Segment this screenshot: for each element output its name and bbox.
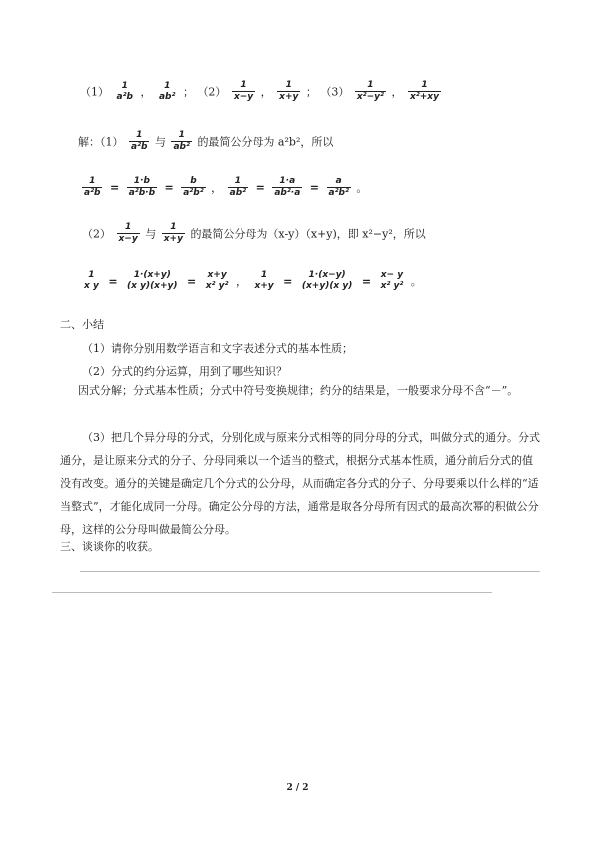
separator: ， xyxy=(391,85,403,99)
fraction-2b: $\frac{1}{x+y}$ xyxy=(279,80,299,102)
fraction: $\frac{1\cdot a}{\text{ab²·a}}$ xyxy=(274,176,301,198)
equals-sign: = xyxy=(187,274,197,288)
fraction-1a: 1 a²b xyxy=(116,80,133,102)
fraction: $\frac{1}{x-y}$ xyxy=(118,222,138,244)
solution-2-line xyxy=(82,222,426,245)
solution-1-equations xyxy=(80,176,367,199)
fraction: $\frac{b}{\text{a²b²}}$ xyxy=(183,176,204,198)
fraction: 1 x y xyxy=(84,270,99,291)
summary-question-3: （3）把几个异分母的分式，分别化成与原来分式相等的同分母的分式，叫做分式的通分。分式通分，是让原来分式的分子、分母同乘以一个适当的整式，根据分式基本性质，通分前后分式的值没有改变。通分的关键是确定几个分式的公分母，从而确定各分式的分子、分母要乘以什么样的“适当整式”，才能化成同一分母。确定公分母的方法，通常是取各分母所有因式的最高次幂的积做公分母，这样的公分母叫做最简公分母。 xyxy=(60,431,540,536)
separator: ； xyxy=(305,85,317,99)
problem-line xyxy=(80,80,443,103)
answer-line xyxy=(80,571,540,572)
summary-answer-2: 因式分解；分式基本性质；分式中符号变换规律；约分的结果是，一般要求分母不含“－”。 xyxy=(78,384,519,397)
fraction: 1·(x+y) (x y)(x+y) xyxy=(127,270,178,291)
fraction: x− y x² y² xyxy=(380,270,404,291)
separator: ， xyxy=(235,275,247,288)
equals-sign: = xyxy=(164,181,174,194)
fraction: $\frac{a}{\text{a²b²}}$ xyxy=(328,176,349,198)
summary-question-2: （2）分式的约分运算，用到了哪些知识？ xyxy=(82,365,287,378)
separator: ， xyxy=(260,85,272,99)
solution-text: 的最简公分母为 a²b²，所以 xyxy=(197,135,334,149)
fraction-3a: $\frac{1}{\text{x²−y²}}$ xyxy=(356,80,384,102)
equals-sign: = xyxy=(309,181,319,194)
fraction: $\frac{1}{\text{ab²}}$ xyxy=(229,176,247,198)
problem-label-3: （3） xyxy=(320,85,350,99)
equals-sign: = xyxy=(361,274,372,288)
period: 。 xyxy=(410,275,422,288)
solution-text: 的最简公分母为（x-y）（x+y)，即 x²−y²，所以 xyxy=(190,227,426,241)
period: 。 xyxy=(356,181,368,195)
equals-sign: = xyxy=(255,181,265,194)
fraction: $\frac{1\cdot b}{\text{a²b·b}}$ xyxy=(128,176,156,198)
page-number: 2 / 2 xyxy=(286,783,309,793)
answer-line xyxy=(52,592,492,593)
fraction-2a: $\frac{1}{x-y}$ xyxy=(233,80,254,102)
summary-heading: 二、小结 xyxy=(60,318,104,331)
summary-question-1: （1）请你分别用数学语言和文字表述分式的基本性质； xyxy=(82,342,353,355)
equals-sign: = xyxy=(283,274,293,288)
fraction: $\frac{1}{\text{a²b}}$ xyxy=(84,176,101,198)
connector-text: 与 xyxy=(145,227,157,241)
fraction-3b: $\frac{1}{\text{x²+xy}}$ xyxy=(409,80,439,102)
separator: ； xyxy=(182,85,194,99)
fraction: $\frac{1}{x+y}$ xyxy=(163,222,183,244)
harvest-heading: 三、谈谈你的收获。 xyxy=(60,540,159,553)
fraction: $\frac{1}{\text{ab²}}$ xyxy=(173,130,190,152)
equals-sign: = xyxy=(108,274,118,288)
equals-sign: = xyxy=(109,181,120,194)
solution-1-line xyxy=(78,130,333,153)
solution-label: （2） xyxy=(82,227,111,241)
separator: ， xyxy=(211,181,223,195)
connector-text: 与 xyxy=(154,135,166,149)
fraction: 1 x+y xyxy=(254,270,274,291)
problem-label-1: （1） xyxy=(80,85,109,99)
separator: ， xyxy=(140,85,152,99)
fraction: x+y x² y² xyxy=(205,270,229,291)
solution-label: 解：（1） xyxy=(78,135,124,149)
solution-2-equations xyxy=(80,270,422,292)
fraction: $\frac{1}{\text{a²b}}$ xyxy=(131,130,148,152)
fraction-1b: 1 ab² xyxy=(158,80,176,102)
problem-label-2: （2） xyxy=(197,85,227,99)
fraction: 1·(x−y) (x+y)(x y) xyxy=(301,270,353,291)
